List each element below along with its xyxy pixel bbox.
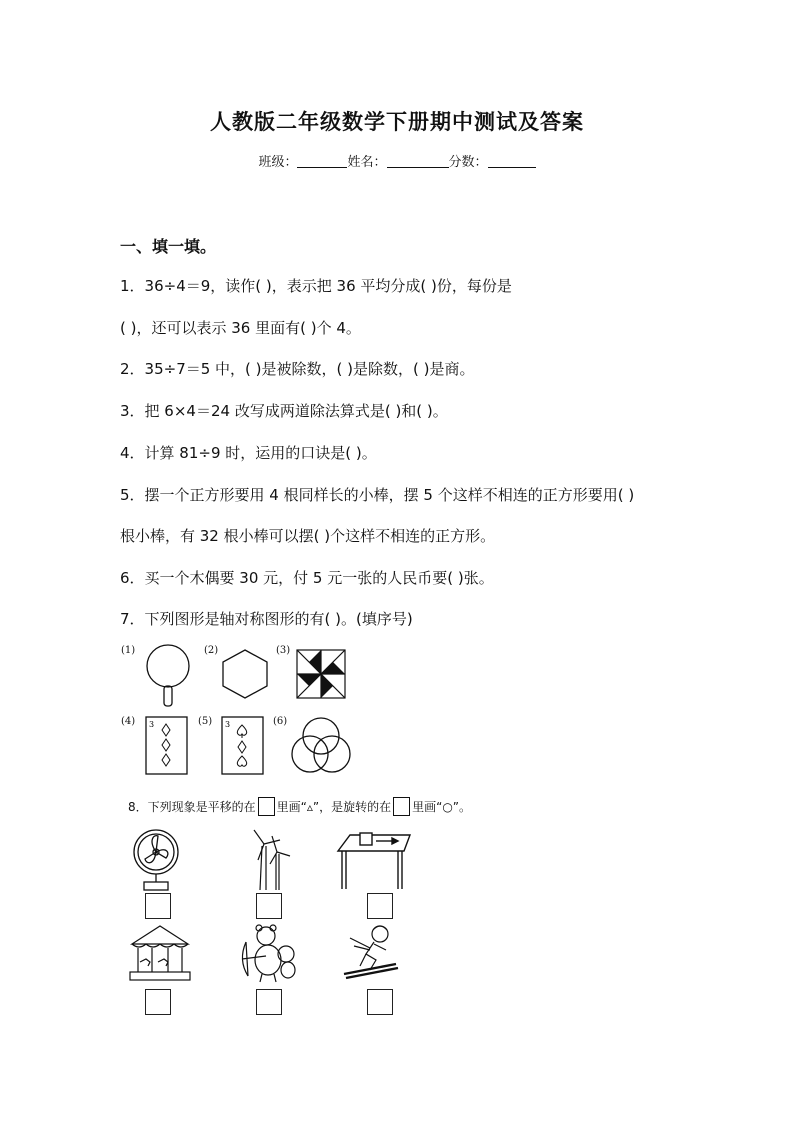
question-2: 2．35÷7＝5 中，( )是被除数，( )是除数，( )是商。: [120, 360, 475, 378]
question-1-line-2: ( )，还可以表示 36 里面有( )个 4。: [120, 319, 361, 337]
fan-icon: [128, 826, 184, 892]
answer-box-3[interactable]: [367, 893, 393, 919]
question-3: 3．把 6×4＝24 改写成两道除法算式是( )和( )。: [120, 402, 448, 420]
pinwheel-icon: [295, 648, 347, 700]
answer-box-2[interactable]: [256, 893, 282, 919]
score-label: 分数：: [448, 155, 488, 170]
answer-box-1[interactable]: [145, 893, 171, 919]
class-blank[interactable]: [297, 155, 347, 168]
name-label: 姓名：: [347, 155, 387, 170]
student-info-line: [0, 151, 794, 170]
name-blank[interactable]: [387, 155, 449, 168]
spade-card-icon: [221, 716, 265, 776]
box-on-table-icon: [336, 827, 416, 891]
question-5-line-1: 5．摆一个正方形要用 4 根同样长的小棒，摆 5 个这样不相连的正方形要用( ): [120, 486, 635, 504]
archer-bear-icon: [236, 922, 300, 984]
question-4: 4．计算 81÷9 时，运用的口诀是( )。: [120, 444, 377, 462]
carousel-icon: [126, 922, 194, 984]
figure-label-4: (4): [121, 716, 136, 727]
hexagon-icon: [219, 648, 271, 700]
answer-box-5[interactable]: [256, 989, 282, 1015]
score-blank[interactable]: [488, 155, 536, 168]
card-numeral: 3: [149, 720, 155, 729]
hand-fan-icon: [140, 642, 196, 708]
skier-icon: [340, 922, 404, 984]
rotation-key-box: [393, 797, 410, 816]
figure-label-6: (6): [273, 716, 288, 727]
question-8: [128, 797, 471, 816]
card-numeral: 3: [225, 720, 231, 729]
q8-middle: 里画“▵”，是旋转的在: [276, 800, 392, 814]
question-5-line-2: 根小棒，有 32 根小棒可以摆( )个这样不相连的正方形。: [120, 527, 496, 545]
figure-label-1: (1): [121, 645, 136, 656]
translation-key-box: [258, 797, 275, 816]
answer-box-4[interactable]: [145, 989, 171, 1015]
figure-label-3: (3): [276, 645, 291, 656]
three-circles-knot-icon: [288, 714, 354, 776]
answer-box-6[interactable]: [367, 989, 393, 1015]
section-heading: 一、填一填。: [120, 237, 217, 256]
figure-label-5: (5): [198, 716, 213, 727]
diamond-card-icon: [145, 716, 189, 776]
q8-suffix: 里画“○”。: [412, 800, 472, 814]
question-6: 6．买一个木偶要 30 元，付 5 元一张的人民币要( )张。: [120, 569, 494, 587]
class-label: 班级：: [258, 155, 298, 170]
q8-prefix: 8．下列现象是平移的在: [128, 800, 256, 814]
figure-label-2: (2): [204, 645, 219, 656]
windmill-icon: [244, 824, 294, 894]
question-7: 7．下列图形是轴对称图形的有( )。(填序号): [120, 610, 413, 628]
question-1-line-1: 1．36÷4＝9，读作( )，表示把 36 平均分成( )份，每份是: [120, 277, 512, 295]
page-title: 人教版二年级数学下册期中测试及答案: [210, 110, 584, 134]
